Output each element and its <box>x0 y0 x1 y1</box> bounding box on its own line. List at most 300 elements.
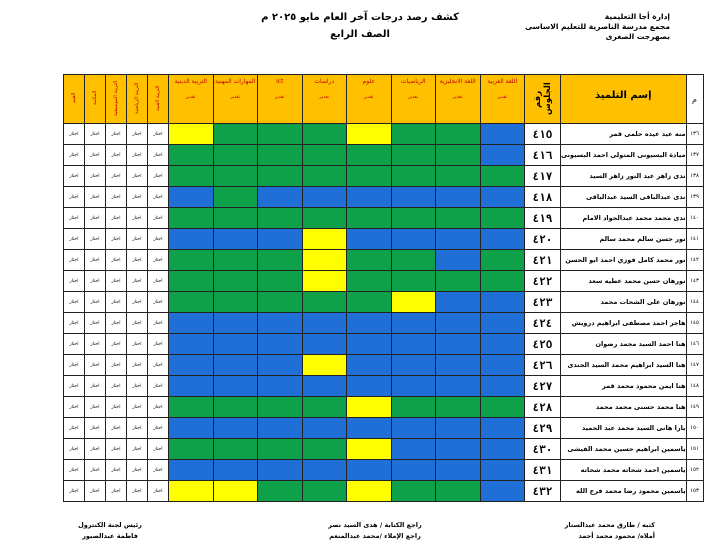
serial-number: ١٤٤ <box>686 292 703 313</box>
grade-cell <box>436 418 481 439</box>
committee-head-label: رئيس لجنة الكنترول <box>78 521 142 529</box>
serial-number: ١٣٧ <box>686 145 703 166</box>
grade-cell <box>302 418 347 439</box>
grade-cell <box>213 376 258 397</box>
extra-subject-label: القيم <box>71 92 77 104</box>
extra-subject-cell: اجتاز <box>106 229 127 250</box>
grade-cell <box>480 355 525 376</box>
table-row <box>64 418 704 439</box>
extra-subject-label: التربية الموسيقية <box>113 80 119 116</box>
subject-subheader: تقدير <box>319 95 330 100</box>
subject-label: المهارات المهنية <box>215 78 256 85</box>
grade-cell <box>436 166 481 187</box>
extra-subject-cell: اجتاز <box>148 250 169 271</box>
extra-subject-cell: اجتاز <box>127 250 148 271</box>
grade-cell <box>169 292 214 313</box>
grade-cell <box>302 124 347 145</box>
extra-subject-cell: اجتاز <box>85 334 106 355</box>
extra-subject-cell: اجتاز <box>85 376 106 397</box>
table-row <box>64 334 704 355</box>
table-row <box>64 145 704 166</box>
table-row <box>64 439 704 460</box>
extra-subject-cell: اجتاز <box>85 271 106 292</box>
serial-number: ١٤٧ <box>686 355 703 376</box>
grade-cell <box>347 166 392 187</box>
subject-subheader: تقدير <box>497 95 508 100</box>
extra-subject-cell: اجتاز <box>127 187 148 208</box>
grade-cell <box>347 439 392 460</box>
grade-cell <box>480 271 525 292</box>
extra-subject-cell: اجتاز <box>148 397 169 418</box>
grade-cell <box>169 397 214 418</box>
grade-cell <box>302 166 347 187</box>
subject-header <box>258 75 303 124</box>
extra-subject-cell: اجتاز <box>64 334 85 355</box>
serial-number: ١٤٥ <box>686 313 703 334</box>
serial-number: ١٤٦ <box>686 334 703 355</box>
serial-number: ١٤٨ <box>686 376 703 397</box>
extra-subject-cell: اجتاز <box>85 313 106 334</box>
student-name: ياسمين ابراهيم حسين محمد الفيشى <box>561 439 687 460</box>
seat-number: ٤٢٩ <box>525 418 561 439</box>
extra-subject-cell: اجتاز <box>64 229 85 250</box>
extra-subject-cell: اجتاز <box>148 376 169 397</box>
seat-number: ٤٣١ <box>525 460 561 481</box>
student-name: ندى زاهر عبد النور زاهر السيد <box>561 166 687 187</box>
serial-number: ١٣٩ <box>686 187 703 208</box>
grade-cell <box>302 355 347 376</box>
grade-cell <box>169 250 214 271</box>
grade-cell <box>480 439 525 460</box>
extra-subject-cell: اجتاز <box>64 460 85 481</box>
grade-cell <box>480 166 525 187</box>
extra-subject-header <box>127 75 148 124</box>
extra-subject-cell: اجتاز <box>106 313 127 334</box>
grade-cell <box>391 166 436 187</box>
grade-cell <box>258 145 303 166</box>
seat-number: ٤٣٠ <box>525 439 561 460</box>
grade-cell <box>258 481 303 502</box>
seat-number: ٤٢٠ <box>525 229 561 250</box>
grade-cell <box>480 208 525 229</box>
grade-cell <box>213 124 258 145</box>
extra-subject-cell: اجتاز <box>148 460 169 481</box>
subject-label: التربية الدينية <box>174 78 207 85</box>
grade-cell <box>213 397 258 418</box>
grade-cell <box>169 418 214 439</box>
grade-cell <box>169 439 214 460</box>
subject-subheader: تقدير <box>363 95 374 100</box>
extra-subject-label: المكتبة <box>92 90 98 106</box>
extra-subject-header <box>106 75 127 124</box>
extra-subject-cell: اجتاز <box>148 124 169 145</box>
seat-number: ٤٢٤ <box>525 313 561 334</box>
extra-subject-label: التربية الفنية <box>155 85 161 111</box>
extra-subject-cell: اجتاز <box>127 313 148 334</box>
grade-cell <box>169 481 214 502</box>
table-row <box>64 376 704 397</box>
grade-cell <box>258 376 303 397</box>
student-name: ياسمين محمود رضا محمد فرج الله <box>561 481 687 502</box>
grade-cell <box>347 460 392 481</box>
document-title-block <box>230 12 490 40</box>
grade-cell <box>391 124 436 145</box>
extra-subject-cell: اجتاز <box>148 271 169 292</box>
student-name: هنا ايمن محمود محمد قمر <box>561 376 687 397</box>
student-name: ميادة البسيونى المتولى احمد البسيونى <box>561 145 687 166</box>
grade-cell <box>347 292 392 313</box>
extra-subject-cell: اجتاز <box>106 334 127 355</box>
grade-cell <box>302 229 347 250</box>
grade-cell <box>347 313 392 334</box>
extra-subject-cell: اجتاز <box>85 418 106 439</box>
grade-cell <box>391 397 436 418</box>
table-row <box>64 481 704 502</box>
extra-subject-cell: اجتاز <box>64 124 85 145</box>
grade-cell <box>302 481 347 502</box>
dictation-label: أملاه/ محمود محمد أحمد <box>578 532 655 540</box>
reviewer-writing-label: راجع الكتابة / هدى السيد نصر <box>328 521 422 529</box>
extra-subject-cell: اجتاز <box>148 439 169 460</box>
seat-number: ٤١٧ <box>525 166 561 187</box>
grade-cell <box>436 187 481 208</box>
extra-subject-cell: اجتاز <box>64 145 85 166</box>
grade-cell <box>391 460 436 481</box>
subject-subheader: تقدير <box>452 95 463 100</box>
grade-cell <box>391 187 436 208</box>
grade-cell <box>480 481 525 502</box>
grade-cell <box>436 313 481 334</box>
serial-number: ١٣٨ <box>686 166 703 187</box>
seat-number: ٤٢٣ <box>525 292 561 313</box>
grade-cell <box>169 124 214 145</box>
extra-subject-cell: اجتاز <box>85 145 106 166</box>
extra-subject-cell: اجتاز <box>64 313 85 334</box>
table-row <box>64 460 704 481</box>
grade-cell <box>391 229 436 250</box>
extra-subject-cell: اجتاز <box>127 271 148 292</box>
extra-subject-cell: اجتاز <box>64 376 85 397</box>
extra-subject-cell: اجتاز <box>148 166 169 187</box>
grade-cell <box>480 313 525 334</box>
grade-cell <box>391 250 436 271</box>
grade-cell <box>480 292 525 313</box>
extra-subject-cell: اجتاز <box>148 292 169 313</box>
grade-cell <box>347 334 392 355</box>
grade-cell <box>436 292 481 313</box>
subject-subheader: تقدير <box>230 95 241 100</box>
table-row <box>64 355 704 376</box>
extra-subject-cell: اجتاز <box>127 229 148 250</box>
extra-subject-cell: اجتاز <box>85 397 106 418</box>
grade-cell <box>436 397 481 418</box>
grade-cell <box>436 208 481 229</box>
extra-subject-cell: اجتاز <box>127 292 148 313</box>
extra-subject-cell: اجتاز <box>127 145 148 166</box>
extra-subject-cell: اجتاز <box>106 187 127 208</box>
seat-number: ٤٣٢ <box>525 481 561 502</box>
grade-cell <box>480 187 525 208</box>
grade-cell <box>347 124 392 145</box>
student-name-header <box>561 75 687 124</box>
grade-cell <box>302 187 347 208</box>
extra-subject-cell: اجتاز <box>85 250 106 271</box>
grade-cell <box>436 250 481 271</box>
grade-cell <box>213 439 258 460</box>
seat-number: ٤١٥ <box>525 124 561 145</box>
grade-cell <box>347 250 392 271</box>
grade-cell <box>391 271 436 292</box>
extra-subject-cell: اجتاز <box>64 355 85 376</box>
grade-cell <box>302 292 347 313</box>
extra-subject-cell: اجتاز <box>85 124 106 145</box>
grade-cell <box>169 229 214 250</box>
extra-subject-cell: اجتاز <box>127 397 148 418</box>
grade-cell <box>213 292 258 313</box>
grade-cell <box>302 334 347 355</box>
admin-line-2: مجمع مدرسة الناصرية للتعليم الاساسى <box>525 22 670 31</box>
extra-subject-cell: اجتاز <box>148 355 169 376</box>
grade-cell <box>258 166 303 187</box>
student-name: منه عيد عيده حلمى قمر <box>561 124 687 145</box>
subject-header <box>302 75 347 124</box>
extra-subject-cell: اجتاز <box>106 208 127 229</box>
subject-label: ict <box>276 78 284 85</box>
extra-subject-cell: اجتاز <box>64 208 85 229</box>
grade-cell <box>480 460 525 481</box>
extra-subject-cell: اجتاز <box>106 271 127 292</box>
extra-subject-header <box>85 75 106 124</box>
grade-cell <box>436 229 481 250</box>
extra-subject-cell: اجتاز <box>148 229 169 250</box>
grade-cell <box>213 145 258 166</box>
grade-cell <box>213 418 258 439</box>
grade-cell <box>213 334 258 355</box>
grade-cell <box>391 376 436 397</box>
seat-number: ٤٢١ <box>525 250 561 271</box>
extra-subject-cell: اجتاز <box>106 355 127 376</box>
grade-cell <box>480 418 525 439</box>
grade-cell <box>302 145 347 166</box>
serial-number: ١٤٩ <box>686 397 703 418</box>
grade-cell <box>302 313 347 334</box>
seat-number: ٤٢٦ <box>525 355 561 376</box>
footer-writers <box>455 520 655 542</box>
grade-cell <box>436 334 481 355</box>
extra-subject-cell: اجتاز <box>106 145 127 166</box>
extra-subject-cell: اجتاز <box>148 313 169 334</box>
extra-subject-cell: اجتاز <box>106 166 127 187</box>
grade-cell <box>213 355 258 376</box>
serial-number: ١٥١ <box>686 439 703 460</box>
student-name: نور محمد كامل فوزي احمد ابو الحسن <box>561 250 687 271</box>
serial-number: ١٣٦ <box>686 124 703 145</box>
grade-cell <box>347 397 392 418</box>
admin-line-3: بصهرجت الصغرى <box>605 32 670 41</box>
seat-number: ٤٢٥ <box>525 334 561 355</box>
table-header-row <box>64 75 704 124</box>
serial-number: ١٤٠ <box>686 208 703 229</box>
serial-number: ١٥٠ <box>686 418 703 439</box>
grade-cell <box>213 208 258 229</box>
extra-subject-cell: اجتاز <box>127 334 148 355</box>
grade-cell <box>436 460 481 481</box>
serial-number: ١٤٣ <box>686 271 703 292</box>
grade-cell <box>302 376 347 397</box>
grade-cell <box>480 334 525 355</box>
extra-subject-header <box>64 75 85 124</box>
grade-cell <box>213 250 258 271</box>
student-name: هنا السيد ابراهيم محمد السيد الجندى <box>561 355 687 376</box>
grade-cell <box>436 376 481 397</box>
subject-subheader: تقدير <box>274 95 285 100</box>
grade-cell <box>347 481 392 502</box>
extra-subject-cell: اجتاز <box>127 418 148 439</box>
extra-subject-header <box>148 75 169 124</box>
grade-cell <box>391 292 436 313</box>
student-name: هاجر احمد مصطفى ابراهيم درويش <box>561 313 687 334</box>
extra-subject-cell: اجتاز <box>64 187 85 208</box>
subject-label: علوم <box>362 78 375 85</box>
subject-subheader: تقدير <box>185 95 196 100</box>
table-row <box>64 187 704 208</box>
subject-header <box>347 75 392 124</box>
grade-cell <box>258 292 303 313</box>
extra-subject-cell: اجتاز <box>148 334 169 355</box>
grade-cell <box>436 124 481 145</box>
grade-cell <box>169 376 214 397</box>
table-row <box>64 124 704 145</box>
extra-subject-cell: اجتاز <box>106 397 127 418</box>
grade-cell <box>347 229 392 250</box>
grade-cell <box>258 418 303 439</box>
grade-cell <box>169 313 214 334</box>
grade-cell <box>347 376 392 397</box>
subject-label: الرياضيات <box>400 78 426 85</box>
grade-cell <box>391 145 436 166</box>
student-name: هنا محمد حسنى محمد محمد <box>561 397 687 418</box>
grade-cell <box>258 124 303 145</box>
table-row <box>64 229 704 250</box>
extra-subject-cell: اجتاز <box>64 418 85 439</box>
grade-cell <box>480 124 525 145</box>
student-name: يارا هانى السيد محمد عبد الحميد <box>561 418 687 439</box>
extra-subject-label: التربية الرياضية <box>134 82 140 114</box>
extra-subject-cell: اجتاز <box>85 208 106 229</box>
grade-cell <box>213 481 258 502</box>
grade-cell <box>258 439 303 460</box>
grade-cell <box>213 460 258 481</box>
extra-subject-cell: اجتاز <box>127 124 148 145</box>
student-name: نورهان على الشحات محمد <box>561 292 687 313</box>
student-name: ياسمين احمد شحاته محمد شحاته <box>561 460 687 481</box>
grade-cell <box>391 418 436 439</box>
grade-cell <box>213 313 258 334</box>
grade-cell <box>213 166 258 187</box>
extra-subject-cell: اجتاز <box>64 439 85 460</box>
grade-cell <box>302 250 347 271</box>
extra-subject-cell: اجتاز <box>127 481 148 502</box>
subject-header <box>213 75 258 124</box>
grade-cell <box>169 145 214 166</box>
grade-cell <box>480 397 525 418</box>
extra-subject-cell: اجتاز <box>85 481 106 502</box>
extra-subject-cell: اجتاز <box>85 166 106 187</box>
grade-cell <box>347 355 392 376</box>
grade-cell <box>258 250 303 271</box>
student-name: نور حسن سالم محمد سالم <box>561 229 687 250</box>
grade-cell <box>302 439 347 460</box>
grade-cell <box>480 376 525 397</box>
serial-number: ١٥٢ <box>686 460 703 481</box>
extra-subject-cell: اجتاز <box>127 376 148 397</box>
extra-subject-cell: اجتاز <box>106 481 127 502</box>
grade-cell <box>258 334 303 355</box>
subject-label: اللغة الانجليزية <box>439 78 476 85</box>
grade-cell <box>480 229 525 250</box>
document-title: كشف رصد درجات آخر العام مايو ٢٠٢٥ م <box>261 12 459 23</box>
seat-number: ٤١٦ <box>525 145 561 166</box>
table-row <box>64 208 704 229</box>
grade-cell <box>347 208 392 229</box>
grade-cell <box>258 355 303 376</box>
serial-number: ١٤٢ <box>686 250 703 271</box>
grade-cell <box>436 439 481 460</box>
grade-cell <box>169 166 214 187</box>
grade-cell <box>391 334 436 355</box>
grade-cell <box>347 187 392 208</box>
writer-label: كتبه / طارق محمد عبدالستار <box>564 521 655 529</box>
subject-header <box>391 75 436 124</box>
grade-cell <box>169 208 214 229</box>
grade-cell <box>347 418 392 439</box>
reviewer-dictation-label: راجع الإملاء /محمد عبدالمنعم <box>329 532 421 540</box>
grade-cell <box>391 481 436 502</box>
grade-cell <box>258 313 303 334</box>
seat-number-label: رقم الجلوس <box>532 82 553 116</box>
extra-subject-cell: اجتاز <box>127 208 148 229</box>
extra-subject-cell: اجتاز <box>106 250 127 271</box>
serial-number: ١٤١ <box>686 229 703 250</box>
subject-subheader: تقدير <box>408 95 419 100</box>
extra-subject-cell: اجتاز <box>85 187 106 208</box>
subject-label: اللغة العربية <box>487 78 518 85</box>
grade-cell <box>258 187 303 208</box>
extra-subject-cell: اجتاز <box>64 481 85 502</box>
grade-cell <box>258 271 303 292</box>
student-name: ندى عبدالباقى السيد عبدالباقى <box>561 187 687 208</box>
seat-number: ٤٢٢ <box>525 271 561 292</box>
grade-cell <box>302 208 347 229</box>
grade-cell <box>391 208 436 229</box>
extra-subject-cell: اجتاز <box>106 124 127 145</box>
grade-cell <box>258 208 303 229</box>
grade-cell <box>169 334 214 355</box>
grade-cell <box>169 355 214 376</box>
grade-cell <box>258 397 303 418</box>
serial-header: م <box>686 75 703 124</box>
grade-cell <box>480 145 525 166</box>
grades-table <box>63 74 704 502</box>
extra-subject-cell: اجتاز <box>106 376 127 397</box>
extra-subject-cell: اجتاز <box>106 439 127 460</box>
grade-cell <box>391 439 436 460</box>
footer-committee <box>50 520 170 542</box>
extra-subject-cell: اجتاز <box>127 355 148 376</box>
extra-subject-cell: اجتاز <box>106 292 127 313</box>
extra-subject-cell: اجتاز <box>148 481 169 502</box>
grade-cell <box>258 460 303 481</box>
